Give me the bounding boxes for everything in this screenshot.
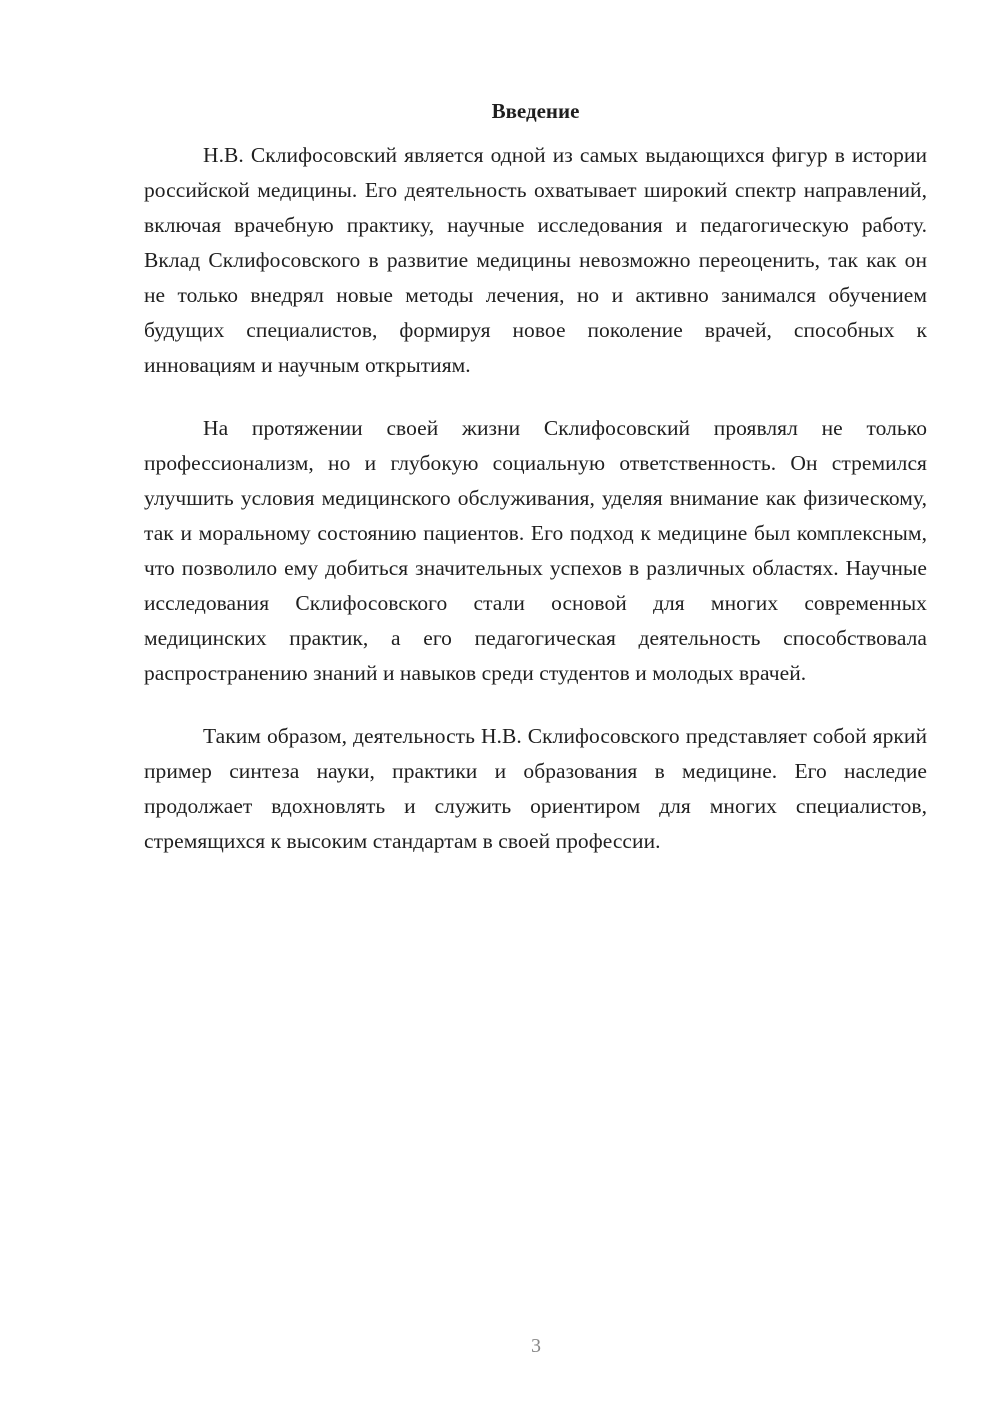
paragraph-1: Н.В. Склифосовский является одной из самых выдающихся фигур в истории российской медицины. Его деятельность охватывает широкий спектр направлений, включая врачебную практику, научные исследования и педагогическую работу. Вклад Склифосовского в развитие медицины невозможно переоценить, так как он не только внедрял новые методы лечения, но и активно занимался обучением будущих специалистов, формируя новое поколение врачей, способных к инновациям и научным открытиям. xyxy=(144,143,927,377)
paragraph-2: На протяжении своей жизни Склифосовский проявлял не только профессионализм, но и глубокую социальную ответственность. Он стремился улучшить условия медицинского обслуживания, уделяя внимание как физическому, так и моральному состоянию пациентов. Его подход к медицине был комплексным, что позволило ему добиться значительных успехов в различных областях. Научные исследования Склифосовского стали основой для многих современных медицинских практик, а его педагогическая деятельность способствовала распространению знаний и навыков среди студентов и молодых врачей. xyxy=(144,416,927,685)
paragraph-3: Таким образом, деятельность Н.В. Склифосовского представляет собой яркий пример синтеза науки, практики и образования в медицине. Его наследие продолжает вдохновлять и служить ориентиром для многих специалистов, стремящихся к высоким стандартам в своей профессии. xyxy=(144,724,927,853)
page-number: 3 xyxy=(531,1335,541,1357)
document-body xyxy=(144,97,927,887)
section-title: Введение xyxy=(491,99,580,123)
